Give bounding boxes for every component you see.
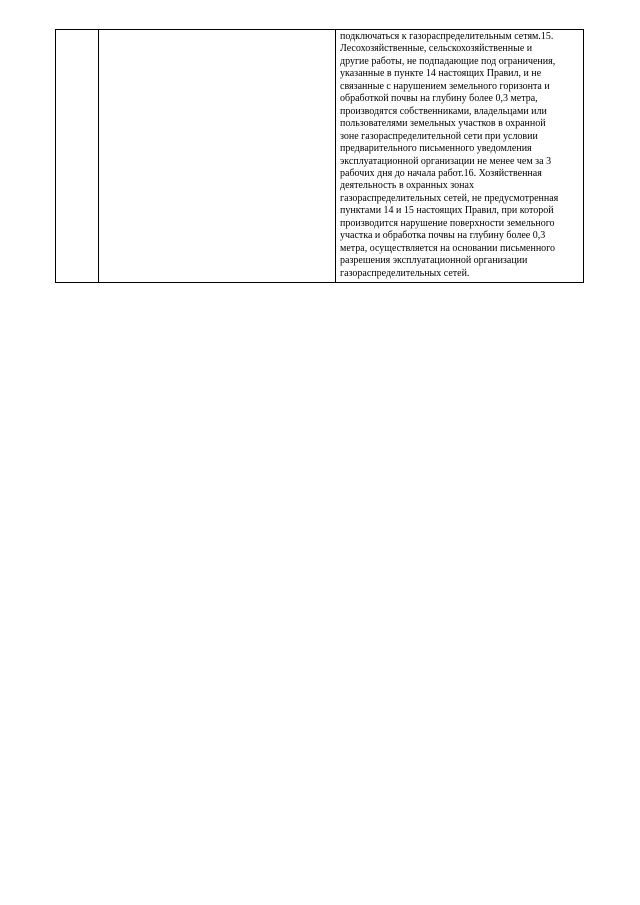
table-cell-name: [99, 30, 336, 283]
table-cell-description: [336, 30, 584, 283]
table-cell-number: [56, 30, 99, 283]
cell-text-name: [99, 30, 335, 33]
cell-text-description: подключаться к газораспределительным сетям.15. Лесохозяйственные, сельскохозяйственные и другие работы, не подпадающие под ограничения, указанные в пункте 14 настоящих Правил, и не связанные с нарушением земельного горизонта и обработкой почвы на глубину более 0,3 метра, производятся собственниками, владельцами или пользователями земельных участков в охранной зоне газораспределительной сети при условии предварительного письменного уведомления эксплуатационной организации не менее чем за 3 рабочих дня до начала работ.16. Хозяйственная деятельность в охранных зонах газораспределительных сетей, не предусмотренная пунктами 14 и 15 настоящих Правил, при которой производится нарушение поверхности земельного участка и обработка почвы на глубину более 0,3 метра, осуществляется на основании письменного разрешения эксплуатационной организации газораспределительных сетей.: [340, 31, 559, 279]
table-row: [56, 30, 584, 283]
document-table: [55, 29, 584, 283]
cell-text-number: [56, 30, 98, 33]
